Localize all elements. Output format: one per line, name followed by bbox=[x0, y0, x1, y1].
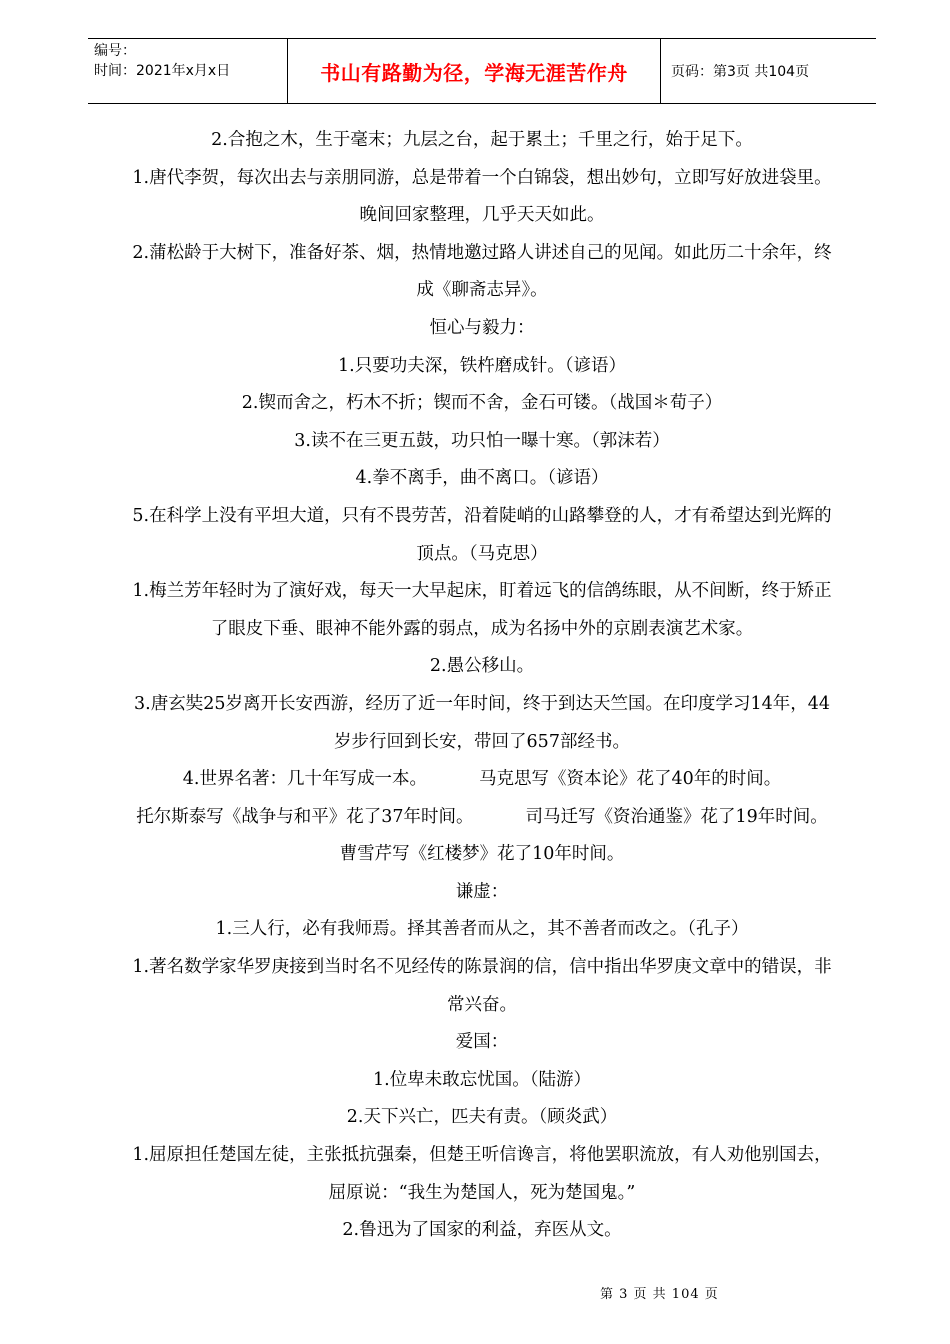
header-motto: 书山有路勤为径，学海无涯苦作舟 bbox=[320, 60, 628, 85]
section-heading: 恒心与毅力： bbox=[429, 317, 535, 338]
section-heading: 谦虚： bbox=[455, 881, 509, 902]
text-line: 1.位卑未敢忘忧国。（陆游） bbox=[373, 1069, 591, 1090]
text-line: 2.愚公移山。 bbox=[429, 656, 535, 677]
text-line: 2.锲而舍之，朽木不折；锲而不舍，金石可镂。（战国＊荀子） bbox=[241, 393, 723, 414]
split-right-text: 马克思写《资本论》花了40年的时间。 bbox=[478, 769, 782, 790]
text-line: 2.合抱之木，生于毫末；九层之台，起于累土；千里之行，始于足下。 bbox=[211, 130, 753, 150]
header-page-cell bbox=[661, 39, 876, 103]
text-line: 曹雪芹写《红楼梦》花了10年时间。 bbox=[339, 844, 625, 865]
text-line: 常兴奋。 bbox=[447, 994, 517, 1015]
text-line: 岁步行回到长安，带回了657部经书。 bbox=[334, 731, 630, 752]
document-body bbox=[96, 122, 868, 1250]
text-line: 3.唐玄奘25岁离开长安西游，经历了近一年时间，终于到达天竺国。在印度学习14年，44 bbox=[134, 693, 830, 714]
page-header bbox=[88, 38, 876, 104]
text-line: 3.读不在三更五鼓，功只怕一曝十寒。（郭沫若） bbox=[294, 430, 670, 451]
text-line: 2.天下兴亡，匹夫有责。（顾炎武） bbox=[346, 1107, 618, 1128]
text-line: 1.只要功夫深，铁杵磨成针。（谚语） bbox=[338, 355, 626, 376]
text-line: 1.三人行，必有我师焉。择其善者而从之，其不善者而改之。（孔子） bbox=[215, 919, 749, 940]
header-meta-cell bbox=[88, 39, 288, 103]
text-line: 1.唐代李贺，每次出去与亲朋同游，总是带着一个白锦袋，想出妙句，立即写好放进袋里。 bbox=[132, 167, 832, 188]
text-line: 了眼皮下垂、眼神不能外露的弱点，成为名扬中外的京剧表演艺术家。 bbox=[210, 618, 754, 639]
header-motto-cell bbox=[288, 39, 661, 103]
section-heading: 爱国： bbox=[455, 1032, 509, 1053]
text-line: 5.在科学上没有平坦大道，只有不畏劳苦，沿着陡峭的山路攀登的人，才有希望达到光辉的 bbox=[132, 505, 832, 526]
text-line: 成《聊斋志异》。 bbox=[416, 280, 548, 301]
text-line: 屈原说：“我生为楚国人，死为楚国鬼。” bbox=[328, 1182, 636, 1203]
page-footer: 第 3 页 共 104 页 bbox=[600, 1287, 719, 1302]
text-line: 1.著名数学家华罗庚接到当时名不见经传的陈景润的信，信中指出华罗庚文章中的错误，非 bbox=[132, 957, 832, 978]
text-line: 晚间回家整理，几乎天天如此。 bbox=[359, 205, 605, 226]
split-text-line bbox=[96, 799, 868, 837]
header-page-number: 页码：第3页 共104页 bbox=[671, 64, 810, 80]
serial-number-label: 编号： bbox=[94, 43, 136, 59]
text-line: 顶点。（马克思） bbox=[416, 543, 548, 564]
split-left-text: 4.世界名著：几十年写成一本。 bbox=[182, 769, 427, 790]
text-line: 2.鲁迅为了国家的利益，弃医从文。 bbox=[342, 1220, 622, 1241]
date-label: 时间：2021年x月x日 bbox=[94, 63, 231, 79]
text-line: 2.蒲松龄于大树下，准备好茶、烟，热情地邀过路人讲述自己的见闻。如此历二十余年，终 bbox=[132, 242, 832, 263]
text-line: 1.屈原担任楚国左徒，主张抵抗强秦，但楚王听信谗言，将他罢职流放，有人劝他别国去， bbox=[132, 1145, 832, 1166]
split-text-line bbox=[96, 761, 868, 799]
split-right-text: 司马迁写《资治通鉴》花了19年时间。 bbox=[525, 806, 828, 827]
split-left-text: 托尔斯泰写《战争与和平》花了37年时间。 bbox=[136, 806, 474, 827]
text-line: 4.拳不离手，曲不离口。（谚语） bbox=[355, 468, 609, 489]
text-line: 1.梅兰芳年轻时为了演好戏，每天一大早起床，盯着远飞的信鸽练眼，从不间断，终于矫正 bbox=[132, 581, 832, 602]
